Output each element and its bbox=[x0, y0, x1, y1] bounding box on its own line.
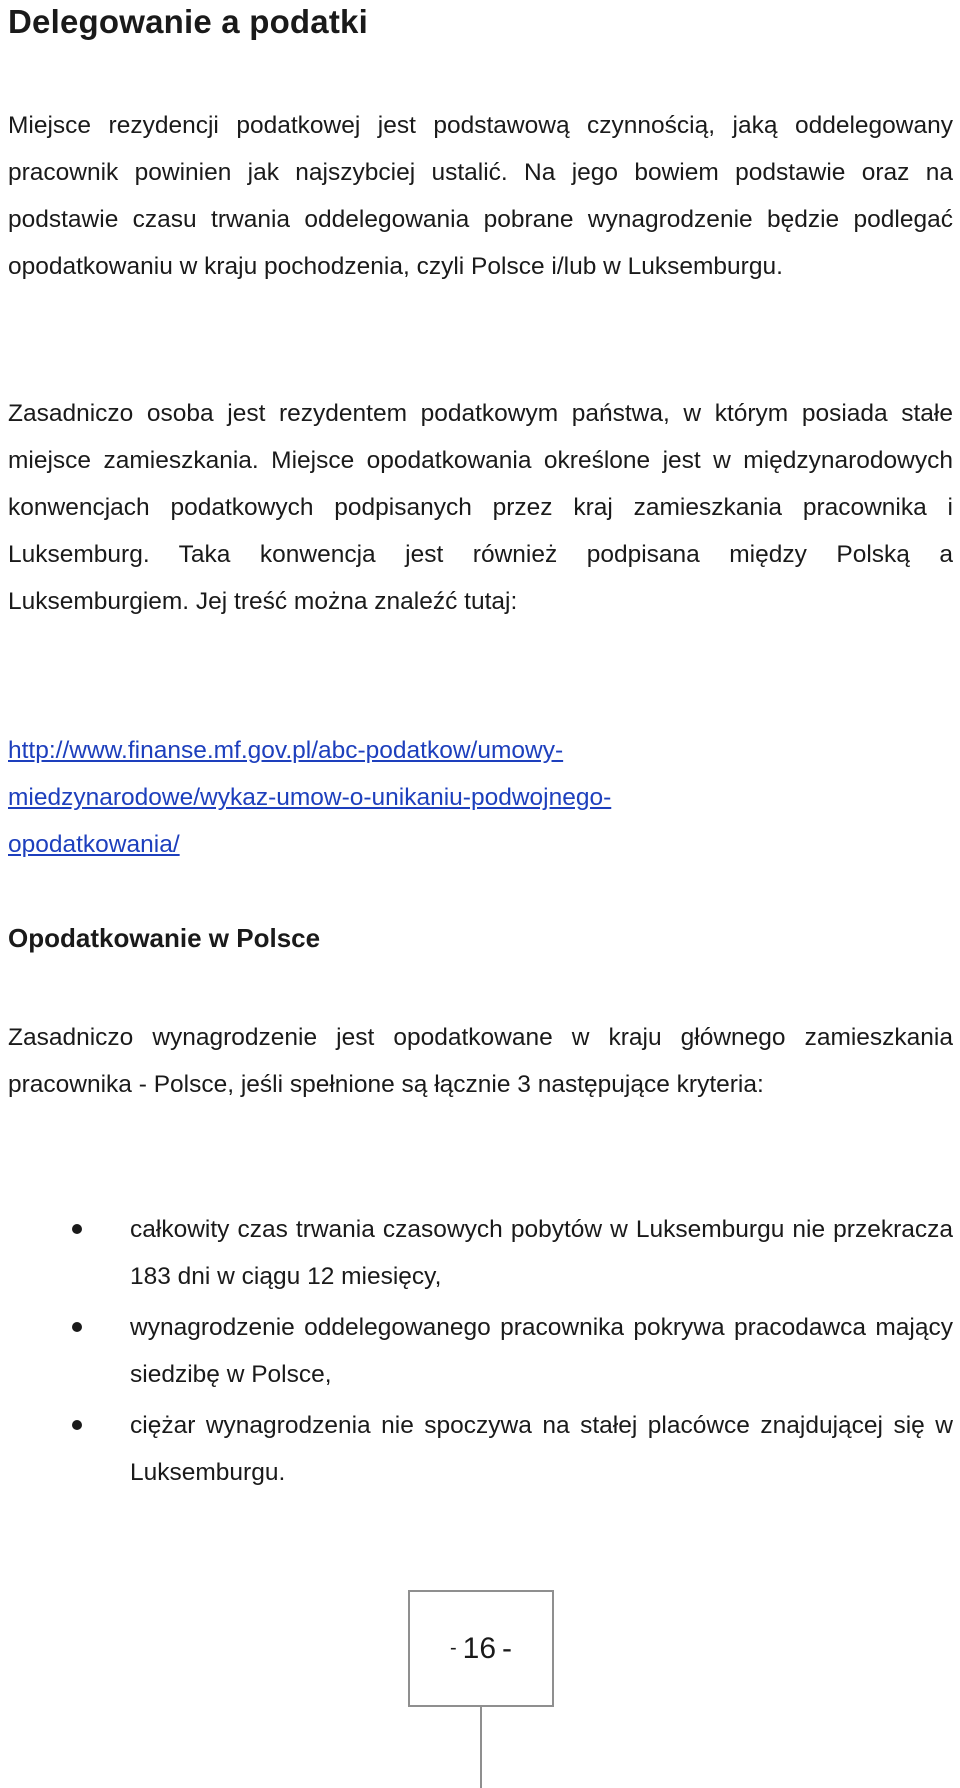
convention-link-line-3: opodatkowania/ bbox=[8, 831, 180, 858]
page-number-dash-left: - bbox=[449, 1637, 457, 1659]
list-item bbox=[8, 1304, 953, 1398]
paragraph-tax-residence: Miejsce rezydencji podatkowej jest podstawową czynnością, jaką oddelegowany pracownik powinien jak najszybciej ustalić. Na jego bowiem podstawie oraz na podstawie czasu trwania oddelegowania pobrane wynagrodzenie będzie podlegać opodatkowaniu w kraju pochodzenia, czyli Polsce i/lub w Luksemburgu. bbox=[8, 112, 953, 280]
convention-link[interactable] bbox=[8, 737, 611, 858]
convention-link-line-1: http://www.finanse.mf.gov.pl/abc-podatkow/umowy- bbox=[8, 737, 564, 764]
list-item bbox=[8, 1402, 953, 1496]
paragraph-tax-convention: Zasadniczo osoba jest rezydentem podatkowym państwa, w którym posiada stałe miejsce zamieszkania. Miejsce opodatkowania określone jest w międzynarodowych konwencjach podatkowych podpisanych przez kraj zamieszkania pracownika i Luksemburg. Taka konwencja jest również podpisana między Polską a Luksemburgiem. Jej treść można znaleźć tutaj: bbox=[8, 400, 953, 615]
convention-link-line-2: miedzynarodowe/wykaz-umow-o-unikaniu-podwojnego- bbox=[8, 784, 612, 811]
criteria-item-text: wynagrodzenie oddelegowanego pracownika pokrywa pracodawca mający siedzibę w Polsce, bbox=[130, 1314, 953, 1388]
bullet-icon bbox=[72, 1322, 82, 1332]
convention-link-block bbox=[8, 727, 953, 868]
criteria-list bbox=[8, 1206, 953, 1500]
criteria-item-text: ciężar wynagrodzenia nie spoczywa na stałej placówce znajdującej się w Luksemburgu. bbox=[130, 1412, 953, 1486]
page-title: Delegowanie a podatki bbox=[8, 3, 368, 40]
page-number-dash-right: - bbox=[502, 1631, 513, 1665]
page-number: 16 bbox=[462, 1631, 497, 1665]
page-number-box bbox=[408, 1590, 554, 1707]
list-item bbox=[8, 1206, 953, 1300]
paragraph-taxation-poland: Zasadniczo wynagrodzenie jest opodatkowane w kraju głównego zamieszkania pracownika - Polsce, jeśli spełnione są łącznie 3 następujące kryteria: bbox=[8, 1024, 953, 1098]
bullet-icon bbox=[72, 1224, 82, 1234]
bullet-icon bbox=[72, 1420, 82, 1430]
criteria-item-text: całkowity czas trwania czasowych pobytów w Luksemburgu nie przekracza 183 dni w ciągu 12 miesięcy, bbox=[130, 1216, 953, 1290]
page-number-connector-line bbox=[480, 1707, 482, 1788]
section-heading: Opodatkowanie w Polsce bbox=[8, 923, 321, 953]
